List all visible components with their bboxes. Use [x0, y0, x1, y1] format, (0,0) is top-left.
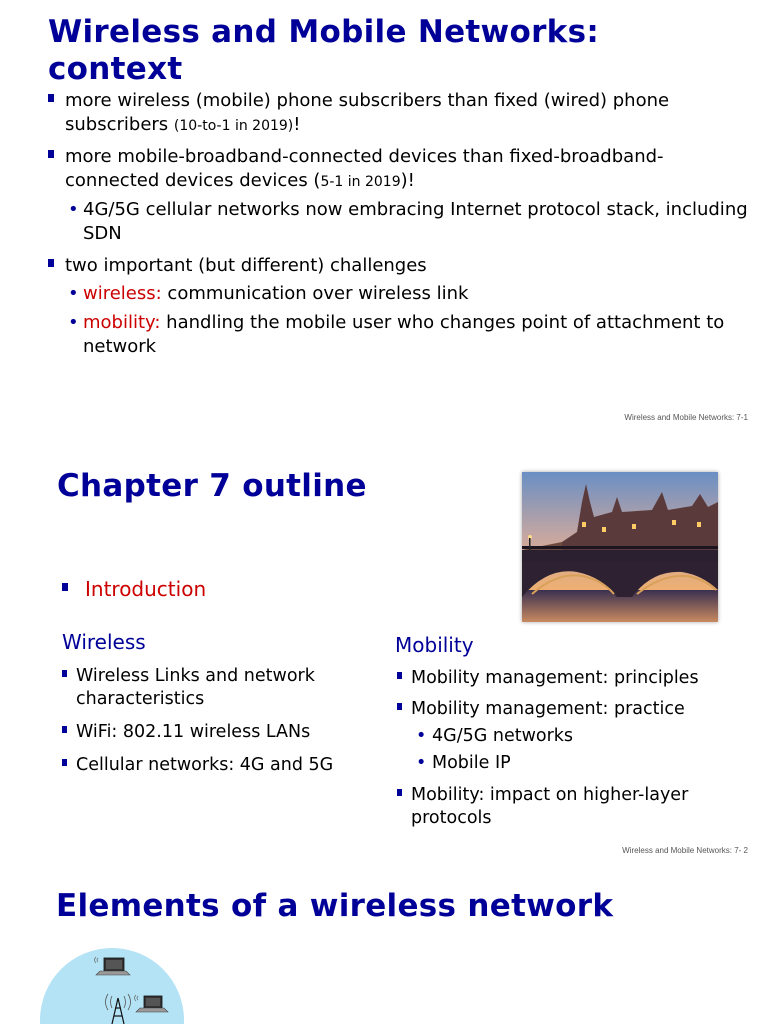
- bullet-broadband-devices: more mobile-broadband-connected devices than fixed-broadband-connected devices devices (5-1 in 2019)!: [48, 145, 748, 194]
- sub-bullet-wireless: • wireless: communication over wireless link: [68, 283, 469, 304]
- laptop-icon: [136, 996, 168, 1012]
- dot-bullet-icon: •: [416, 726, 427, 746]
- slide-elements-wireless-network: [0, 864, 768, 1024]
- bullet-introduction: Introduction: [62, 576, 206, 602]
- square-bullet-icon: [62, 670, 67, 677]
- bullet-challenges: two important (but different) challenges: [48, 254, 748, 278]
- paris-bridge-photo: [522, 472, 718, 622]
- bullet-subscribers: more wireless (mobile) phone subscribers than fixed (wired) phone subscribers (10-to-1 in 2019)!: [48, 89, 748, 138]
- sub-bullet-mobility: • mobility: handling the mobile user who changes point of attachment to network: [68, 312, 725, 357]
- slide-footer: Wireless and Mobile Networks: 7-1: [624, 413, 748, 422]
- mobility-column-heading: Mobility: [395, 633, 474, 657]
- wireless-item-cellular: Cellular networks: 4G and 5G: [62, 754, 362, 777]
- square-bullet-icon: [397, 703, 402, 710]
- square-bullet-icon: [48, 259, 54, 267]
- slide-title: Elements of a wireless network: [56, 888, 614, 924]
- mobility-item-higher-layer: Mobility: impact on higher-layer protocols: [397, 784, 737, 830]
- sub-bullet-cellular-sdn: • 4G/5G cellular networks now embracing Internet protocol stack, including SDN: [68, 199, 748, 244]
- title-line-2: context: [48, 51, 183, 87]
- slide-footer: Wireless and Mobile Networks: 7- 2: [622, 846, 748, 855]
- mobility-item-principles: Mobility management: principles: [397, 667, 737, 690]
- mobility-item-practice: Mobility management: practice: [397, 698, 737, 721]
- square-bullet-icon: [397, 789, 402, 796]
- slide-wireless-context: [0, 0, 768, 432]
- dot-bullet-icon: •: [68, 312, 79, 333]
- wireless-item-links: Wireless Links and network characteristics: [62, 665, 362, 711]
- square-bullet-icon: [397, 672, 402, 679]
- square-bullet-icon: [48, 94, 54, 102]
- dot-bullet-icon: •: [416, 753, 427, 773]
- wireless-devices-diagram: [92, 952, 172, 1024]
- square-bullet-icon: [48, 150, 54, 158]
- signal-waves-icon: [95, 957, 99, 963]
- wireless-item-wifi: WiFi: 802.11 wireless LANs: [62, 721, 362, 744]
- wireless-column-heading: Wireless: [62, 630, 146, 654]
- title-line-1: Wireless and Mobile Networks:: [48, 14, 600, 50]
- mobility-sub-mobile-ip: • Mobile IP: [416, 753, 511, 773]
- laptop-icon: [96, 958, 130, 975]
- mobility-sub-4g5g: • 4G/5G networks: [416, 726, 574, 746]
- paris-bridge-image: [522, 472, 718, 622]
- slide-title: Chapter 7 outline: [57, 468, 367, 504]
- dot-bullet-icon: •: [68, 199, 79, 220]
- square-bullet-icon: [62, 583, 68, 591]
- slide-title: [48, 14, 599, 88]
- dot-bullet-icon: •: [68, 283, 79, 304]
- cell-tower-icon: [106, 994, 131, 1024]
- square-bullet-icon: [62, 759, 67, 766]
- signal-waves-icon: [135, 995, 139, 1001]
- slide-chapter-outline: [0, 432, 768, 864]
- square-bullet-icon: [62, 726, 67, 733]
